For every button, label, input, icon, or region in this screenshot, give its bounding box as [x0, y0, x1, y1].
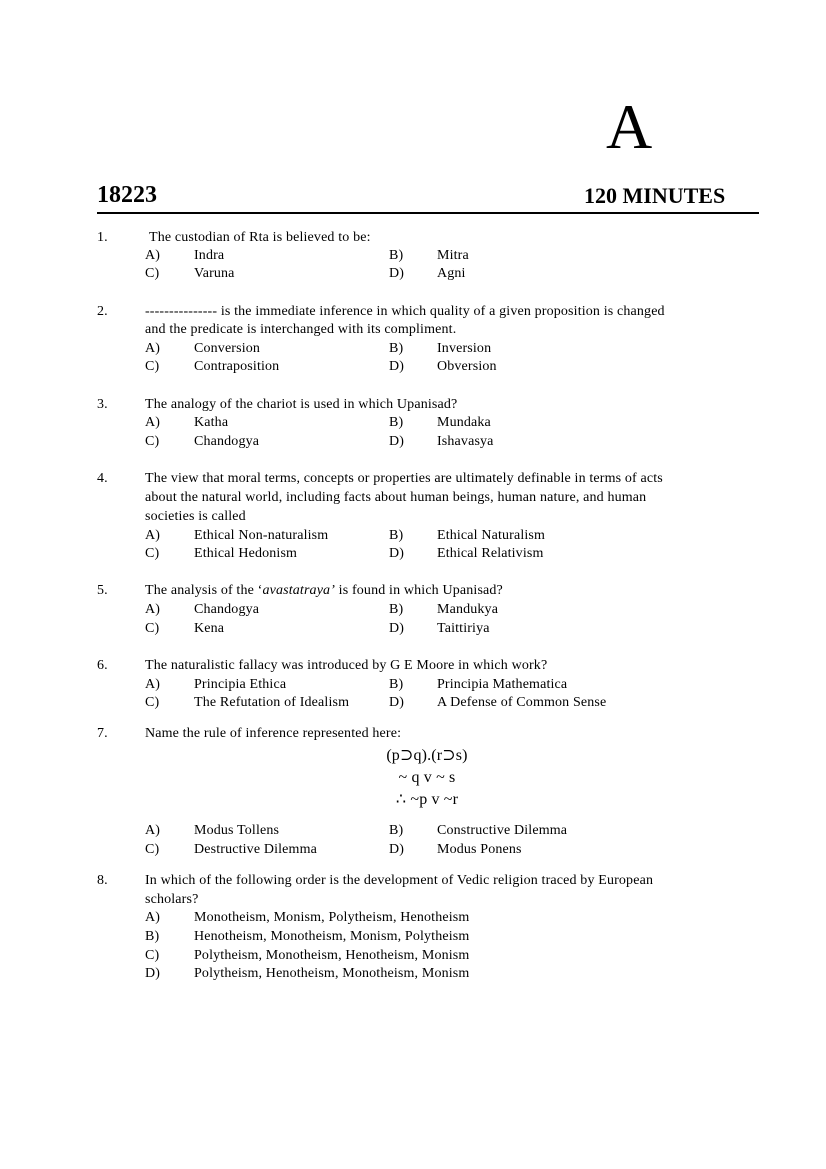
option-a: Chandogya: [194, 602, 260, 617]
option-c: Polytheism, Monotheism, Henotheism, Monism: [194, 948, 470, 963]
question-stem: The custodian of Rta is believed to be:: [149, 230, 371, 245]
option-label-b: B): [389, 528, 404, 543]
option-label-a: A): [145, 823, 161, 838]
option-label-d: D): [389, 359, 405, 374]
question-stem: The naturalistic fallacy was introduced by G E Moore in which work?: [145, 658, 548, 673]
option-label-a: A): [145, 528, 161, 543]
formula-premise-2: ~ q v ~ s: [398, 769, 456, 786]
option-c: Contraposition: [194, 359, 280, 374]
question-stem-line-1: --------------- is the immediate inference in which quality of a given proposition is changed: [145, 304, 665, 319]
option-label-b: B): [389, 341, 404, 356]
option-c: The Refutation of Idealism: [194, 695, 350, 710]
option-label-b: B): [389, 823, 404, 838]
option-label-b: B): [389, 415, 404, 430]
option-d: Ethical Relativism: [437, 546, 544, 561]
question-stem-line-3: societies is called: [145, 509, 246, 524]
question-stem-post: is found in which Upanisad?: [335, 583, 503, 598]
option-label-c: C): [145, 266, 160, 281]
option-label-a: A): [145, 248, 161, 263]
option-b: Henotheism, Monotheism, Monism, Polytheism: [194, 929, 470, 944]
question-stem: Name the rule of inference represented here:: [145, 726, 402, 741]
option-b: Mitra: [437, 248, 469, 263]
question-stem: [145, 582, 503, 600]
question-stem-line-2: and the predicate is interchanged with its compliment.: [145, 322, 457, 337]
header-divider: [97, 212, 759, 214]
option-a: Principia Ethica: [194, 677, 287, 692]
option-label-b: B): [389, 677, 404, 692]
option-b: Ethical Naturalism: [437, 528, 546, 543]
option-b: Mundaka: [437, 415, 491, 430]
question-stem-line-2: scholars?: [145, 892, 199, 907]
question-number: 7.: [97, 726, 108, 741]
question-number: 5.: [97, 583, 108, 598]
option-d: A Defense of Common Sense: [437, 695, 607, 710]
question-stem-pre: The analysis of the ‘: [145, 583, 263, 598]
option-label-d: D): [389, 695, 405, 710]
question-number: 2.: [97, 304, 108, 319]
option-b: Constructive Dilemma: [437, 823, 568, 838]
option-d: Ishavasya: [437, 434, 494, 449]
option-a: Modus Tollens: [194, 823, 280, 838]
option-label-a: A): [145, 677, 161, 692]
question-stem-line-2: about the natural world, including facts about human beings, human nature, and human: [145, 490, 647, 505]
option-b: Inversion: [437, 341, 492, 356]
question-stem-line-1: The view that moral terms, concepts or properties are ultimately definable in terms of acts: [145, 471, 663, 486]
formula-conclusion: ∴ ~p v ~r: [395, 791, 459, 808]
option-d: Polytheism, Henotheism, Monotheism, Monism: [194, 966, 470, 981]
option-d: Taittiriya: [437, 621, 490, 636]
option-label-c: C): [145, 621, 160, 636]
option-d: Agni: [437, 266, 466, 281]
option-a: Conversion: [194, 341, 261, 356]
option-b: Mandukya: [437, 602, 499, 617]
option-label-b: B): [145, 929, 160, 944]
option-c: Chandogya: [194, 434, 260, 449]
option-d: Obversion: [437, 359, 497, 374]
option-label-c: C): [145, 695, 160, 710]
option-label-b: B): [389, 248, 404, 263]
question-stem-term: avastatraya’: [262, 583, 336, 598]
question-stem-line-1: In which of the following order is the development of Vedic religion traced by European: [145, 873, 654, 888]
paper-code: 18223: [97, 182, 157, 208]
option-label-c: C): [145, 359, 160, 374]
option-c: Destructive Dilemma: [194, 842, 317, 857]
option-c: Kena: [194, 621, 225, 636]
option-label-c: C): [145, 948, 160, 963]
question-number: 8.: [97, 873, 108, 888]
formula-premise-1: (p⊃q).(r⊃s): [386, 747, 468, 764]
option-label-d: D): [389, 546, 405, 561]
option-label-d: D): [145, 966, 161, 981]
option-label-a: A): [145, 910, 161, 925]
option-label-a: A): [145, 415, 161, 430]
question-set-letter: A: [606, 91, 653, 162]
option-label-c: C): [145, 842, 160, 857]
option-label-a: A): [145, 602, 161, 617]
exam-duration: 120 MINUTES: [584, 183, 726, 208]
option-b: Principia Mathematica: [437, 677, 568, 692]
option-label-b: B): [389, 602, 404, 617]
option-label-d: D): [389, 434, 405, 449]
option-label-c: C): [145, 434, 160, 449]
question-number: 3.: [97, 397, 108, 412]
option-c: Ethical Hedonism: [194, 546, 298, 561]
option-a: Ethical Non-naturalism: [194, 528, 329, 543]
question-number: 1.: [97, 230, 108, 245]
option-label-d: D): [389, 621, 405, 636]
option-d: Modus Ponens: [437, 842, 522, 857]
option-label-d: D): [389, 842, 405, 857]
question-number: 4.: [97, 471, 108, 486]
option-a: Indra: [194, 248, 225, 263]
question-number: 6.: [97, 658, 108, 673]
option-a: Katha: [194, 415, 229, 430]
option-label-c: C): [145, 546, 160, 561]
question-stem: The analogy of the chariot is used in which Upanisad?: [145, 397, 458, 412]
option-label-d: D): [389, 266, 405, 281]
option-c: Varuna: [194, 266, 235, 281]
option-label-a: A): [145, 341, 161, 356]
option-a: Monotheism, Monism, Polytheism, Henotheism: [194, 910, 470, 925]
